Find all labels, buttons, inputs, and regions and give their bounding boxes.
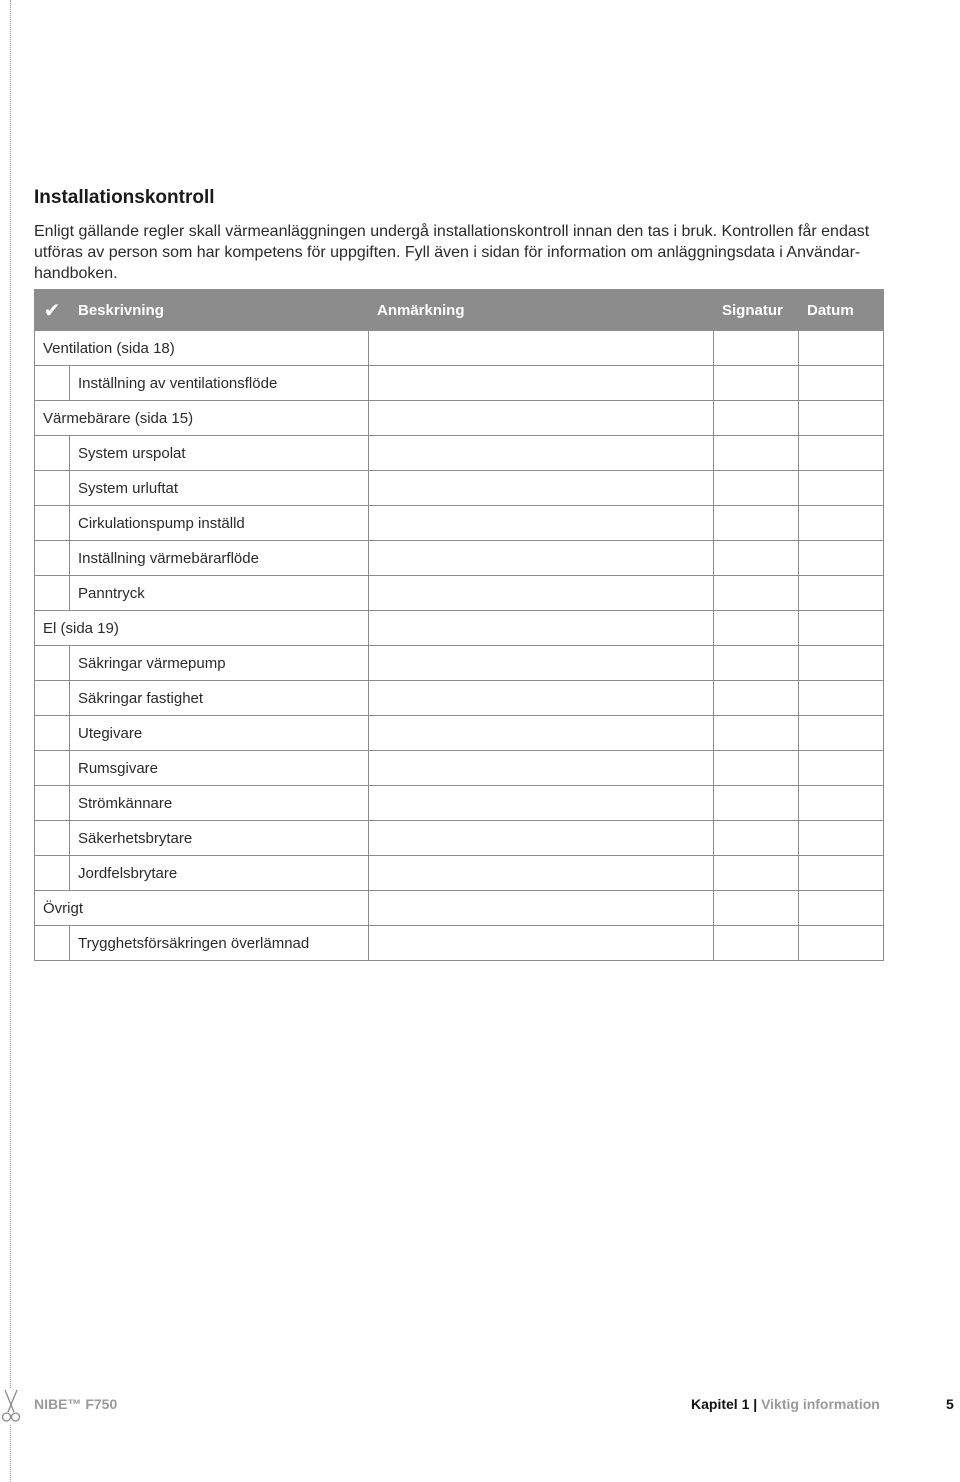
table-row xyxy=(35,751,884,786)
signatur-cell[interactable] xyxy=(714,401,799,436)
signatur-cell[interactable] xyxy=(714,786,799,821)
signatur-cell[interactable] xyxy=(714,856,799,891)
anmarkning-cell[interactable] xyxy=(369,331,714,366)
signatur-cell[interactable] xyxy=(714,891,799,926)
installation-checklist-table xyxy=(34,289,884,961)
anmarkning-cell[interactable] xyxy=(369,541,714,576)
checkbox-cell[interactable] xyxy=(35,541,70,576)
signatur-cell[interactable] xyxy=(714,366,799,401)
checkbox-cell[interactable] xyxy=(35,681,70,716)
table-row xyxy=(35,471,884,506)
signatur-cell[interactable] xyxy=(714,576,799,611)
intro-paragraph: Enligt gällande regler skall värmeanläggningen undergå installationskontroll innan den tas i bruk. Kontrollen får endast utföras av person som har kompetens för uppgiften. Fyll även i sidan för information om anläggningsdata i Användar-handboken. xyxy=(34,223,870,282)
table-header-row xyxy=(35,290,884,331)
datum-cell[interactable] xyxy=(799,786,884,821)
anmarkning-cell[interactable] xyxy=(369,646,714,681)
anmarkning-cell[interactable] xyxy=(369,751,714,786)
item-description: Inställning av ventilationsflöde xyxy=(70,366,369,401)
section-row xyxy=(35,611,884,646)
section-title: Ventilation (sida 18) xyxy=(35,331,369,366)
section-title: Övrigt xyxy=(35,891,369,926)
checkbox-cell[interactable] xyxy=(35,366,70,401)
signatur-cell[interactable] xyxy=(714,646,799,681)
check-mark-icon: ✔ xyxy=(35,290,70,331)
cut-line xyxy=(10,0,11,1482)
anmarkning-cell[interactable] xyxy=(369,716,714,751)
datum-cell[interactable] xyxy=(799,611,884,646)
item-description: Panntryck xyxy=(70,576,369,611)
section-row xyxy=(35,331,884,366)
anmarkning-cell[interactable] xyxy=(369,786,714,821)
table-row xyxy=(35,786,884,821)
datum-cell[interactable] xyxy=(799,856,884,891)
checkbox-cell[interactable] xyxy=(35,856,70,891)
item-description: Inställning värmebärarflöde xyxy=(70,541,369,576)
item-description: Säkringar fastighet xyxy=(70,681,369,716)
item-description: Strömkännare xyxy=(70,786,369,821)
checkbox-cell[interactable] xyxy=(35,471,70,506)
table-row xyxy=(35,576,884,611)
checkbox-cell[interactable] xyxy=(35,506,70,541)
table-row xyxy=(35,716,884,751)
signatur-cell[interactable] xyxy=(714,541,799,576)
table-row xyxy=(35,821,884,856)
table-row xyxy=(35,506,884,541)
anmarkning-cell[interactable] xyxy=(369,506,714,541)
page-number: 5 xyxy=(946,1396,954,1412)
signatur-cell[interactable] xyxy=(714,751,799,786)
footer-chapter xyxy=(691,1396,880,1412)
datum-cell[interactable] xyxy=(799,891,884,926)
anmarkning-cell[interactable] xyxy=(369,401,714,436)
datum-cell[interactable] xyxy=(799,436,884,471)
checkbox-cell[interactable] xyxy=(35,436,70,471)
anmarkning-cell[interactable] xyxy=(369,821,714,856)
table-row xyxy=(35,436,884,471)
checkbox-cell[interactable] xyxy=(35,716,70,751)
datum-cell[interactable] xyxy=(799,331,884,366)
item-description: Trygghetsförsäkringen överlämnad xyxy=(70,926,369,961)
item-description: Säkringar värmepump xyxy=(70,646,369,681)
datum-cell[interactable] xyxy=(799,821,884,856)
section-title: Värmebärare (sida 15) xyxy=(35,401,369,436)
checkbox-cell[interactable] xyxy=(35,926,70,961)
datum-cell[interactable] xyxy=(799,681,884,716)
anmarkning-cell[interactable] xyxy=(369,471,714,506)
table-row xyxy=(35,366,884,401)
anmarkning-cell[interactable] xyxy=(369,856,714,891)
datum-cell[interactable] xyxy=(799,576,884,611)
footer-chapter-title: Viktig information xyxy=(761,1396,880,1412)
scissors-icon xyxy=(1,1388,21,1424)
header-signatur: Signatur xyxy=(714,290,799,331)
datum-cell[interactable] xyxy=(799,541,884,576)
anmarkning-cell[interactable] xyxy=(369,366,714,401)
table-row xyxy=(35,926,884,961)
section-title: El (sida 19) xyxy=(35,611,369,646)
checkbox-cell[interactable] xyxy=(35,576,70,611)
signatur-cell[interactable] xyxy=(714,681,799,716)
anmarkning-cell[interactable] xyxy=(369,576,714,611)
datum-cell[interactable] xyxy=(799,646,884,681)
item-description: Rumsgivare xyxy=(70,751,369,786)
datum-cell[interactable] xyxy=(799,751,884,786)
item-description: Utegivare xyxy=(70,716,369,751)
datum-cell[interactable] xyxy=(799,366,884,401)
section-row xyxy=(35,401,884,436)
signatur-cell[interactable] xyxy=(714,611,799,646)
anmarkning-cell[interactable] xyxy=(369,926,714,961)
footer-separator: | xyxy=(753,1396,758,1412)
signatur-cell[interactable] xyxy=(714,506,799,541)
table-row xyxy=(35,646,884,681)
header-beskrivning: Beskrivning xyxy=(70,290,369,331)
header-anmarkning: Anmärkning xyxy=(369,290,714,331)
checkbox-cell[interactable] xyxy=(35,646,70,681)
item-description: Säkerhetsbrytare xyxy=(70,821,369,856)
table-row xyxy=(35,681,884,716)
checkbox-cell[interactable] xyxy=(35,751,70,786)
datum-cell[interactable] xyxy=(799,926,884,961)
anmarkning-cell[interactable] xyxy=(369,436,714,471)
footer-brand: NIBE™ F750 xyxy=(34,1396,118,1412)
signatur-cell[interactable] xyxy=(714,926,799,961)
footer-chapter-label: Kapitel 1 xyxy=(691,1396,750,1412)
table-row xyxy=(35,541,884,576)
datum-cell[interactable] xyxy=(799,506,884,541)
page-title: Installationskontroll xyxy=(34,187,215,208)
anmarkning-cell[interactable] xyxy=(369,681,714,716)
anmarkning-cell[interactable] xyxy=(369,611,714,646)
table-row xyxy=(35,856,884,891)
datum-cell[interactable] xyxy=(799,716,884,751)
signatur-cell[interactable] xyxy=(714,471,799,506)
datum-cell[interactable] xyxy=(799,471,884,506)
checkbox-cell[interactable] xyxy=(35,786,70,821)
item-description: Cirkulationspump inställd xyxy=(70,506,369,541)
anmarkning-cell[interactable] xyxy=(369,891,714,926)
datum-cell[interactable] xyxy=(799,401,884,436)
checkbox-cell[interactable] xyxy=(35,821,70,856)
signatur-cell[interactable] xyxy=(714,821,799,856)
signatur-cell[interactable] xyxy=(714,436,799,471)
section-row xyxy=(35,891,884,926)
item-description: System urspolat xyxy=(70,436,369,471)
signatur-cell[interactable] xyxy=(714,716,799,751)
signatur-cell[interactable] xyxy=(714,331,799,366)
item-description: Jordfelsbrytare xyxy=(70,856,369,891)
item-description: System urluftat xyxy=(70,471,369,506)
header-datum: Datum xyxy=(799,290,884,331)
